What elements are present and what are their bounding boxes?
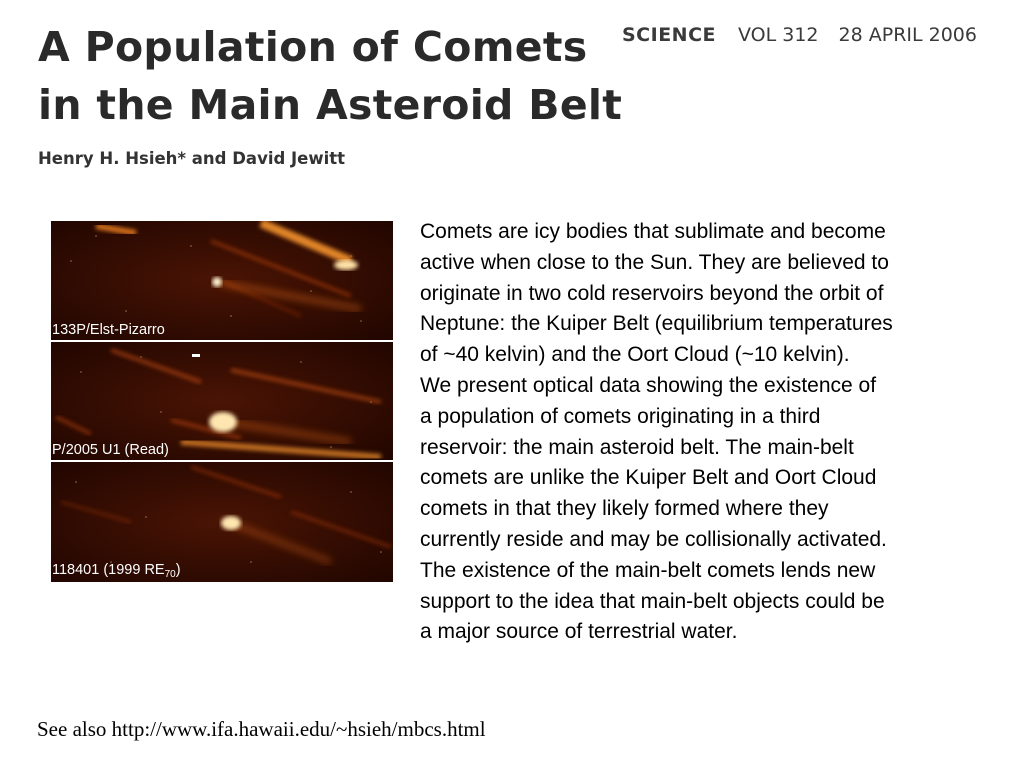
abstract-line: currently reside and may be collisionally activated. [420,527,887,551]
abstract-line: reservoir: the main asteroid belt. The main-belt [420,435,854,459]
abstract-line: The existence of the main-belt comets lends new [420,558,876,582]
abstract-line: We present optical data showing the existence of [420,373,877,397]
abstract-line: of ~40 kelvin) and the Oort Cloud (~10 kelvin). [420,343,850,367]
authors: Henry H. Hsieh* and David Jewitt [38,149,346,168]
journal-header [622,24,977,46]
see-also-link[interactable]: See also http://www.ifa.hawaii.edu/~hsieh/mbcs.html [37,717,486,741]
abstract-line: Comets are icy bodies that sublimate and become [420,220,886,243]
journal-name: SCIENCE [622,24,717,46]
abstract-line: support to the idea that main-belt objects could be [420,589,885,613]
paper-title-line-1: A Population of Comets [38,23,588,71]
panel-label-118401-main: 118401 (1999 RE [52,562,165,578]
abstract-text [420,217,1010,648]
panel-label-118401 [52,562,181,580]
panel-label-118401-end: ) [175,562,181,578]
abstract-line: active when close to the Sun. They are believed to [420,250,889,274]
abstract-line: Neptune: the Kuiper Belt (equilibrium temperatures [420,312,893,336]
paper-title-line-2: in the Main Asteroid Belt [38,81,623,129]
panel-label-read: P/2005 U1 (Read) [52,442,169,458]
journal-volume: VOL 312 [738,24,819,46]
paper-title [38,18,623,134]
abstract-line: comets in that they likely formed where they [420,497,829,521]
figure-panel-118401 [51,462,393,582]
figure-panel-elst-pizarro [51,221,393,340]
panel-label-elst-pizarro: 133P/Elst-Pizarro [52,322,165,338]
abstract-line: originate in two cold reservoirs beyond the orbit of [420,281,884,305]
abstract-line: comets are unlike the Kuiper Belt and Oort Cloud [420,466,877,490]
abstract-line: a population of comets originating in a third [420,404,821,428]
panel-label-118401-subscript: 70 [164,569,176,580]
comet-figure [51,221,393,582]
figure-panel-read [51,342,393,460]
journal-date: 28 APRIL 2006 [838,24,977,46]
abstract-line: a major source of terrestrial water. [420,620,738,644]
